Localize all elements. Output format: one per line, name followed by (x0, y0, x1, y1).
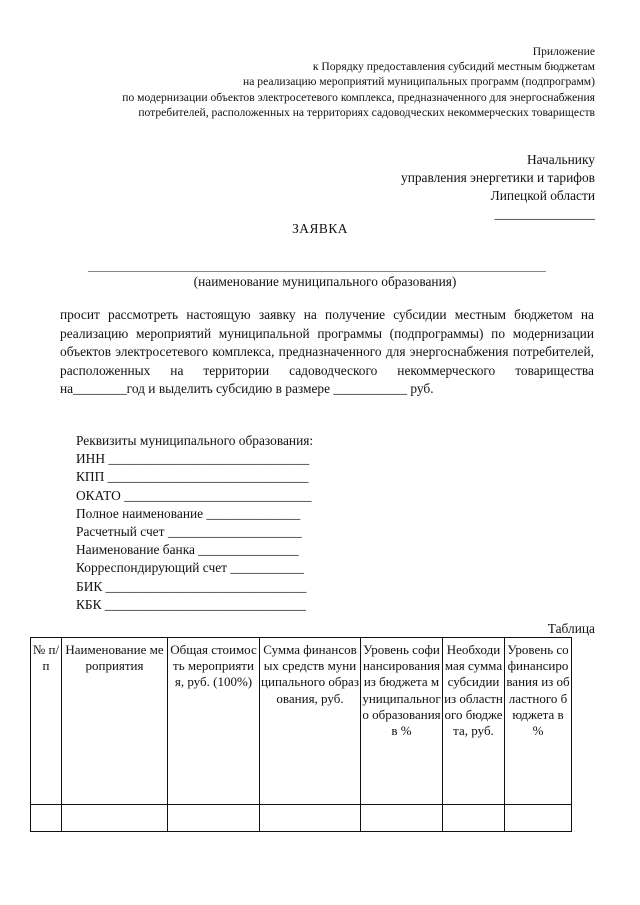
addressee-signature-line: _______________ (494, 206, 595, 221)
municipality-caption: (наименование муниципального образования) (193, 274, 457, 289)
appendix-line: Приложение (532, 45, 595, 58)
addressee-line: управления энергетики и тарифов (401, 170, 595, 185)
requisite-kpp[interactable]: КПП ______________________________ (76, 469, 309, 485)
requisite-bik[interactable]: БИК ______________________________ (76, 578, 307, 594)
header-event-name: Наименование мероприятия (62, 638, 168, 805)
appendix-header (122, 44, 595, 120)
addressee-block (401, 151, 595, 223)
table-label: Таблица (547, 621, 595, 636)
municipality-name-field[interactable] (88, 271, 546, 272)
table-cell[interactable] (505, 805, 572, 832)
table-cell[interactable] (260, 805, 361, 832)
addressee-line: Начальнику (526, 152, 595, 167)
requisite-inn[interactable]: ИНН ______________________________ (76, 451, 310, 467)
addressee-line: Липецкой области (490, 188, 595, 203)
table-cell[interactable] (443, 805, 505, 832)
requisites-heading: Реквизиты муниципального образования: (76, 433, 314, 448)
table-row (31, 805, 572, 832)
header-number: № п/п (31, 638, 62, 805)
appendix-line: на реализацию мероприятий муниципальных программ (подпрограмм) (243, 75, 595, 89)
appendix-line: потребителей, расположенных на территориях садоводческих некоммерческих товариществ (138, 105, 595, 119)
request-body-text: просит рассмотреть настоящую заявку на получение субсидии местным бюджетом на реализацию мероприятий муниципальной программы (подпрограммы) по модернизации объектов электросетевого комплекса, предназначенного для энергоснабжения потребителей, расположенных на территории садоводческого некоммерческого товарищества на________год и выделить субсидию в размере ___________ руб. (60, 307, 594, 397)
requisite-bank[interactable]: Наименование банка _______________ (76, 542, 299, 558)
requisite-kbk[interactable]: КБК ______________________________ (76, 596, 306, 612)
header-municipal-funds: Сумма финансовых средств муниципального образования, руб. (260, 638, 361, 805)
appendix-line: по модернизации объектов электросетевого комплекса, предназначенного для энергоснабжения (122, 90, 595, 104)
table-header-row (31, 638, 572, 805)
table-cell[interactable] (31, 805, 62, 832)
requisite-full-name[interactable]: Полное наименование ______________ (76, 505, 301, 521)
requisite-okato[interactable]: ОКАТО ____________________________ (76, 487, 312, 503)
table-cell[interactable] (62, 805, 168, 832)
requisite-corr-account[interactable]: Корреспондирующий счет ___________ (76, 560, 304, 576)
header-municipal-cofinancing: Уровень софинансирования из бюджета муниципального образования в % (361, 638, 443, 805)
appendix-line: к Порядку предоставления субсидий местным бюджетам (312, 60, 595, 74)
header-regional-cofinancing: Уровень софинансирования из областного бюджета в % (505, 638, 572, 805)
requisite-account[interactable]: Расчетный счет ____________________ (76, 524, 302, 540)
requisites-block (76, 432, 313, 614)
header-total-cost: Общая стоимость мероприятия, руб. (100%) (168, 638, 260, 805)
table-cell[interactable] (168, 805, 260, 832)
table-cell[interactable] (361, 805, 443, 832)
document-title: ЗАЯВКА (292, 221, 348, 236)
header-required-subsidy: Необходимая сумма субсидии из областного бюджета, руб. (443, 638, 505, 805)
subsidy-table (30, 637, 572, 832)
